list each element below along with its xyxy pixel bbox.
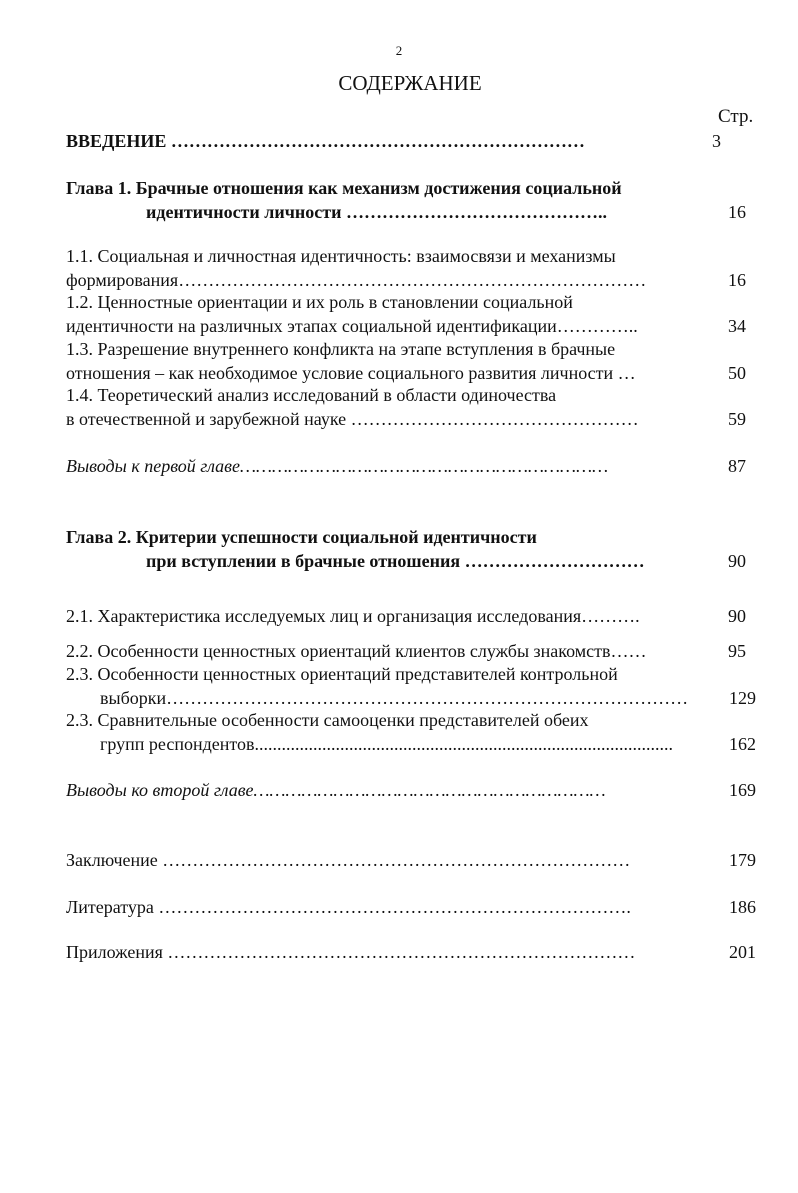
section-title-line-1: 1.4. Теоретический анализ исследований в области одиночества [66,385,557,405]
section-title-line-2: выборки…………………………………………………………………………… [100,688,689,708]
section-title-line-2: групп респондентов............................................................................................. [100,734,674,754]
toc-entry-page: 201 [729,942,756,962]
toc-entry-page: 90 [728,606,746,626]
section-title-line-1: 2.2. Особенности ценностных ориентаций клиентов службы знакомств…… [66,641,647,661]
toc-entry-page: 87 [728,456,746,476]
toc-entry-page: 179 [729,850,756,870]
section-title-line-1: 1.1. Социальная и личностная идентичность: взаимосвязи и механизмы [66,246,616,266]
toc-entry-page: 50 [728,363,746,383]
section-title-line-1: 2.3. Особенности ценностных ориентаций представителей контрольной [66,664,618,684]
toc-entry-text: Выводы ко второй главе………………………………………………………… [66,780,606,800]
section-title-line-2: формирования…………………………………………………………………… [66,270,647,290]
toc-entry-page: 186 [729,897,756,917]
chapter-heading-line-2: при вступлении в брачные отношения ………………………… [146,551,645,571]
toc-entry-page: 162 [729,734,756,754]
toc-entry-page: 90 [728,551,746,571]
toc-entry-text: Заключение …………………………………………………………………… [66,850,631,870]
chapter-heading-line-2: идентичности личности …………………………………….. [146,202,607,222]
toc-entry-page: 34 [728,316,746,336]
page-number: 2 [395,43,403,58]
toc-entry-page: 129 [729,688,756,708]
toc-entry-text: Литература ……………………………………………………………………. [66,897,631,917]
toc-entry-page: 59 [728,409,746,429]
toc-entry-text: ВВЕДЕНИЕ …………………………………………………………… [66,131,585,151]
toc-entry-page: 16 [728,270,746,290]
document-title: СОДЕРЖАНИЕ [338,71,482,95]
section-title-line-1: 2.3. Сравнительные особенности самооценки представителей обеих [66,710,589,730]
section-title-line-1: 1.3. Разрешение внутреннего конфликта на этапе вступления в брачные [66,339,616,359]
toc-entry-text: Выводы к первой главе…………………………………………………………… [66,456,609,476]
section-title-line-2: отношения – как необходимое условие социального развития личности … [66,363,636,383]
toc-entry-page: 169 [729,780,756,800]
section-title-line-2: идентичности на различных этапах социальной идентификации………….. [66,316,638,336]
chapter-heading-line-1: Глава 1. Брачные отношения как механизм достижения социальной [66,178,622,198]
toc-entry-text: Приложения …………………………………………………………………… [66,942,636,962]
chapter-heading-line-1: Глава 2. Критерии успешности социальной идентичности [66,527,537,547]
section-title-line-1: 1.2. Ценностные ориентации и их роль в становлении социальной [66,292,573,312]
section-title-line-2: в отечественной и зарубежной науке ………………………………………… [66,409,639,429]
toc-entry-page: 95 [728,641,746,661]
page-column-label: Стр. [718,106,754,127]
section-title-line-1: 2.1. Характеристика исследуемых лиц и организация исследования………. [66,606,640,626]
toc-entry-page: 16 [728,202,746,222]
toc-entry-page: 3 [712,131,721,151]
